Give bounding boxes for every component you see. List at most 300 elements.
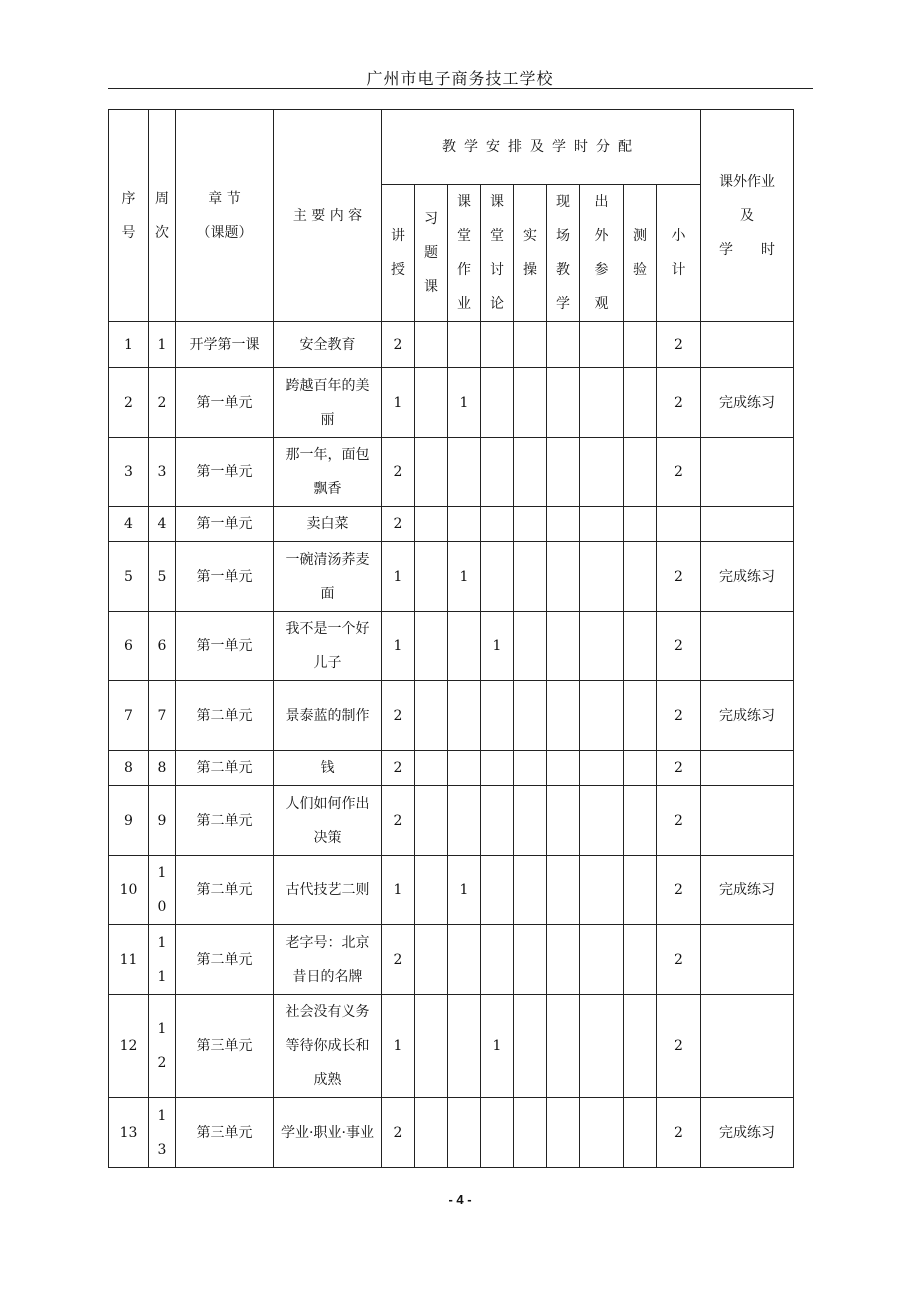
cell-lecture xyxy=(382,1098,415,1168)
cell-exercise xyxy=(415,322,448,368)
cell-content xyxy=(274,542,382,612)
cell-field xyxy=(547,856,580,925)
cell-classwork xyxy=(448,925,481,995)
cell-discussion xyxy=(481,995,514,1098)
cell-chapter-text: 第一单元 xyxy=(196,394,253,411)
cell-subtotal-text: 2 xyxy=(674,951,683,968)
table-row xyxy=(109,786,794,856)
cell-practice xyxy=(514,542,547,612)
cell-homework-text: 完成练习 xyxy=(719,882,775,898)
cell-discussion xyxy=(481,1098,514,1168)
cell-visit xyxy=(580,925,624,995)
cell-seq xyxy=(109,1098,149,1168)
cell-classwork xyxy=(448,322,481,368)
cell-subtotal-text: 2 xyxy=(674,1038,683,1054)
table-row xyxy=(109,681,794,751)
cell-subtotal-text: 2 xyxy=(674,464,683,480)
cell-content xyxy=(274,786,382,856)
cell-homework-text: 完成练习 xyxy=(719,1124,775,1141)
cell-test xyxy=(624,322,657,368)
cell-discussion xyxy=(481,856,514,925)
table-row xyxy=(109,751,794,786)
cell-test xyxy=(624,925,657,995)
header-classwork: 课堂作业 xyxy=(448,185,481,322)
cell-lecture-text: 1 xyxy=(393,638,403,654)
cell-chapter xyxy=(176,612,274,681)
cell-exercise xyxy=(415,856,448,925)
cell-homework xyxy=(701,612,794,681)
header-test: 测验 xyxy=(624,185,657,322)
cell-lecture xyxy=(382,322,415,368)
cell-seq xyxy=(109,925,149,995)
table-row xyxy=(109,368,794,438)
cell-test xyxy=(624,542,657,612)
teaching-schedule-table xyxy=(108,109,794,1168)
header-lecture: 讲授 xyxy=(382,185,415,322)
cell-subtotal-text: 2 xyxy=(674,812,683,829)
cell-seq xyxy=(109,681,149,751)
cell-week xyxy=(149,995,176,1098)
cell-subtotal-text: 2 xyxy=(674,1124,683,1141)
header-arrangement: 教学安排及学时分配 xyxy=(382,110,701,185)
cell-seq-text: 6 xyxy=(124,638,133,654)
cell-homework-text: 完成练习 xyxy=(719,568,775,585)
cell-lecture xyxy=(382,542,415,612)
cell-classwork-text: 1 xyxy=(459,568,469,585)
cell-chapter xyxy=(176,751,274,786)
cell-visit xyxy=(580,322,624,368)
cell-practice xyxy=(514,507,547,542)
cell-seq-text: 11 xyxy=(119,951,138,968)
cell-lecture xyxy=(382,681,415,751)
cell-practice xyxy=(514,856,547,925)
cell-lecture xyxy=(382,438,415,507)
cell-homework-text: 完成练习 xyxy=(719,707,775,724)
cell-chapter xyxy=(176,368,274,438)
cell-exercise xyxy=(415,542,448,612)
cell-visit xyxy=(580,612,624,681)
cell-practice xyxy=(514,322,547,368)
cell-chapter-text: 第一单元 xyxy=(196,464,253,480)
cell-week xyxy=(149,925,176,995)
header-field-teaching: 现场教学 xyxy=(547,185,580,322)
cell-subtotal xyxy=(657,1098,701,1168)
cell-subtotal xyxy=(657,542,701,612)
cell-exercise xyxy=(415,751,448,786)
cell-content xyxy=(274,368,382,438)
cell-content-text: 卖白菜 xyxy=(306,516,349,532)
cell-lecture xyxy=(382,612,415,681)
cell-chapter xyxy=(176,925,274,995)
cell-exercise xyxy=(415,368,448,438)
cell-classwork-text: 1 xyxy=(459,394,469,411)
cell-week xyxy=(149,542,176,612)
cell-practice xyxy=(514,995,547,1098)
cell-exercise xyxy=(415,786,448,856)
table-row xyxy=(109,438,794,507)
cell-classwork xyxy=(448,368,481,438)
cell-exercise xyxy=(415,1098,448,1168)
cell-lecture xyxy=(382,368,415,438)
cell-discussion xyxy=(481,507,514,542)
cell-exercise xyxy=(415,507,448,542)
cell-chapter-text: 第二单元 xyxy=(196,760,253,776)
cell-week xyxy=(149,751,176,786)
cell-week-text: 10 xyxy=(157,865,167,915)
cell-test xyxy=(624,507,657,542)
cell-subtotal-text: 2 xyxy=(674,568,683,585)
cell-test xyxy=(624,438,657,507)
cell-seq xyxy=(109,507,149,542)
cell-chapter xyxy=(176,507,274,542)
cell-test xyxy=(624,856,657,925)
cell-seq xyxy=(109,322,149,368)
cell-lecture-text: 2 xyxy=(393,336,403,353)
cell-visit xyxy=(580,542,624,612)
cell-content xyxy=(274,856,382,925)
cell-chapter xyxy=(176,681,274,751)
header-discussion: 课堂讨论 xyxy=(481,185,514,322)
cell-practice xyxy=(514,751,547,786)
cell-visit xyxy=(580,856,624,925)
cell-week-text: 6 xyxy=(157,638,167,654)
cell-week-text: 3 xyxy=(157,464,167,480)
cell-lecture-text: 2 xyxy=(393,812,403,829)
cell-homework xyxy=(701,856,794,925)
cell-lecture xyxy=(382,507,415,542)
cell-subtotal-text: 2 xyxy=(674,638,683,654)
cell-seq xyxy=(109,786,149,856)
cell-test xyxy=(624,368,657,438)
cell-content xyxy=(274,612,382,681)
cell-field xyxy=(547,1098,580,1168)
cell-seq-text: 7 xyxy=(124,707,133,724)
header-seq: 序号 xyxy=(109,110,149,322)
cell-week xyxy=(149,856,176,925)
cell-lecture-text: 2 xyxy=(393,760,403,776)
cell-week-text: 1 xyxy=(157,336,167,353)
cell-seq-text: 5 xyxy=(124,568,133,585)
cell-seq xyxy=(109,856,149,925)
cell-content-text: 景泰蓝的制作 xyxy=(285,707,370,724)
cell-subtotal xyxy=(657,925,701,995)
cell-field xyxy=(547,438,580,507)
cell-field xyxy=(547,751,580,786)
cell-classwork xyxy=(448,786,481,856)
cell-week xyxy=(149,322,176,368)
school-header: 广州市电子商务技工学校 xyxy=(366,69,554,88)
table-row xyxy=(109,1098,794,1168)
cell-chapter xyxy=(176,786,274,856)
cell-practice xyxy=(514,1098,547,1168)
cell-homework xyxy=(701,995,794,1098)
header-homework xyxy=(701,110,794,322)
cell-content xyxy=(274,925,382,995)
table-row xyxy=(109,995,794,1098)
cell-chapter-text: 第三单元 xyxy=(196,1124,253,1141)
header-rule xyxy=(108,88,813,89)
cell-chapter-text: 第三单元 xyxy=(196,1038,253,1054)
header-content: 主 要 内 容 xyxy=(274,110,382,322)
cell-test xyxy=(624,995,657,1098)
cell-classwork xyxy=(448,856,481,925)
cell-week-text: 13 xyxy=(157,1107,167,1158)
cell-seq-text: 12 xyxy=(119,1038,138,1054)
header-exercise-class: 习题课 xyxy=(415,185,448,322)
cell-discussion xyxy=(481,786,514,856)
cell-content xyxy=(274,751,382,786)
cell-practice xyxy=(514,368,547,438)
cell-homework xyxy=(701,786,794,856)
cell-homework xyxy=(701,438,794,507)
cell-lecture xyxy=(382,995,415,1098)
cell-chapter xyxy=(176,995,274,1098)
cell-seq xyxy=(109,612,149,681)
cell-subtotal-text: 2 xyxy=(674,882,683,898)
header-homework-line1: 课外作业 xyxy=(719,173,775,190)
cell-subtotal xyxy=(657,507,701,542)
cell-homework xyxy=(701,681,794,751)
cell-lecture xyxy=(382,786,415,856)
cell-chapter-text: 第一单元 xyxy=(196,516,253,532)
cell-homework xyxy=(701,1098,794,1168)
cell-chapter xyxy=(176,856,274,925)
cell-week xyxy=(149,681,176,751)
cell-subtotal xyxy=(657,856,701,925)
cell-content xyxy=(274,507,382,542)
cell-field xyxy=(547,368,580,438)
cell-discussion xyxy=(481,542,514,612)
cell-seq-text: 3 xyxy=(124,464,133,480)
cell-exercise xyxy=(415,681,448,751)
cell-test xyxy=(624,1098,657,1168)
cell-subtotal xyxy=(657,438,701,507)
cell-week-text: 8 xyxy=(157,760,167,776)
cell-homework xyxy=(701,322,794,368)
cell-lecture-text: 1 xyxy=(393,882,403,898)
cell-seq xyxy=(109,368,149,438)
table-row xyxy=(109,507,794,542)
cell-subtotal-text: 2 xyxy=(674,760,683,776)
cell-content-text: 老字号：北京昔日的名牌 xyxy=(285,934,370,985)
cell-seq xyxy=(109,542,149,612)
cell-seq-text: 4 xyxy=(124,516,133,532)
cell-subtotal xyxy=(657,681,701,751)
table-row xyxy=(109,612,794,681)
header-subtotal: 小计 xyxy=(657,185,701,322)
cell-exercise xyxy=(415,995,448,1098)
cell-subtotal xyxy=(657,751,701,786)
cell-content xyxy=(274,322,382,368)
cell-test xyxy=(624,681,657,751)
cell-discussion xyxy=(481,322,514,368)
cell-subtotal xyxy=(657,368,701,438)
cell-practice xyxy=(514,612,547,681)
cell-practice xyxy=(514,925,547,995)
cell-lecture-text: 2 xyxy=(393,516,403,532)
table-row xyxy=(109,542,794,612)
cell-homework xyxy=(701,925,794,995)
cell-week-text: 11 xyxy=(157,934,167,985)
cell-lecture-text: 1 xyxy=(393,394,403,411)
cell-subtotal xyxy=(657,612,701,681)
cell-lecture-text: 2 xyxy=(393,951,403,968)
cell-chapter xyxy=(176,542,274,612)
header-practice: 实操 xyxy=(514,185,547,322)
cell-content-text: 学业·职业·事业 xyxy=(281,1124,374,1141)
header-homework-line3: 学 时 xyxy=(719,241,775,258)
cell-visit xyxy=(580,995,624,1098)
cell-chapter-text: 开学第一课 xyxy=(189,336,260,353)
cell-visit xyxy=(580,751,624,786)
cell-week xyxy=(149,786,176,856)
cell-discussion xyxy=(481,438,514,507)
cell-week xyxy=(149,507,176,542)
cell-week-text: 9 xyxy=(157,812,167,829)
cell-practice xyxy=(514,438,547,507)
cell-homework xyxy=(701,368,794,438)
cell-chapter-text: 第二单元 xyxy=(196,707,253,724)
cell-visit xyxy=(580,1098,624,1168)
cell-discussion xyxy=(481,681,514,751)
cell-content-text: 跨越百年的美丽 xyxy=(285,377,370,428)
cell-week-text: 7 xyxy=(157,707,167,724)
cell-content xyxy=(274,681,382,751)
cell-content-text: 人们如何作出决策 xyxy=(285,795,370,846)
cell-content xyxy=(274,995,382,1098)
cell-subtotal-text: 2 xyxy=(674,336,683,353)
table-row xyxy=(109,856,794,925)
cell-visit xyxy=(580,681,624,751)
cell-chapter-text: 第二单元 xyxy=(196,951,253,968)
cell-discussion-text: 1 xyxy=(492,638,502,654)
cell-seq-text: 9 xyxy=(124,812,133,829)
cell-week-text: 5 xyxy=(157,568,167,585)
cell-field xyxy=(547,681,580,751)
cell-practice xyxy=(514,681,547,751)
cell-content xyxy=(274,1098,382,1168)
table-row xyxy=(109,322,794,368)
cell-subtotal-text: 2 xyxy=(674,394,683,411)
cell-field xyxy=(547,507,580,542)
cell-classwork xyxy=(448,438,481,507)
cell-content xyxy=(274,438,382,507)
cell-classwork xyxy=(448,1098,481,1168)
cell-lecture xyxy=(382,856,415,925)
cell-seq xyxy=(109,995,149,1098)
cell-classwork xyxy=(448,995,481,1098)
cell-week xyxy=(149,368,176,438)
cell-seq-text: 13 xyxy=(119,1124,138,1141)
cell-lecture-text: 1 xyxy=(393,1038,403,1054)
cell-seq-text: 8 xyxy=(124,760,133,776)
cell-classwork-text: 1 xyxy=(459,882,469,898)
cell-field xyxy=(547,542,580,612)
page-number: - 4 - xyxy=(448,1192,472,1207)
cell-chapter-text: 第一单元 xyxy=(196,568,253,585)
cell-exercise xyxy=(415,925,448,995)
header-homework-line2: 及 xyxy=(740,207,754,224)
cell-content-text: 社会没有义务等待你成长和成熟 xyxy=(285,1004,370,1088)
cell-classwork xyxy=(448,751,481,786)
cell-week-text: 4 xyxy=(157,516,167,532)
cell-exercise xyxy=(415,438,448,507)
cell-chapter xyxy=(176,1098,274,1168)
header-chapter-top: 章 节 xyxy=(208,190,241,207)
cell-test xyxy=(624,612,657,681)
table-row xyxy=(109,925,794,995)
cell-practice xyxy=(514,786,547,856)
cell-chapter-text: 第一单元 xyxy=(196,638,253,654)
cell-lecture-text: 2 xyxy=(393,707,403,724)
cell-visit xyxy=(580,786,624,856)
cell-seq xyxy=(109,751,149,786)
cell-discussion xyxy=(481,368,514,438)
cell-content-text: 安全教育 xyxy=(299,336,356,353)
cell-homework xyxy=(701,542,794,612)
cell-homework-text: 完成练习 xyxy=(719,394,775,411)
cell-subtotal xyxy=(657,322,701,368)
cell-exercise xyxy=(415,612,448,681)
cell-seq xyxy=(109,438,149,507)
cell-field xyxy=(547,322,580,368)
cell-field xyxy=(547,925,580,995)
cell-chapter xyxy=(176,438,274,507)
cell-chapter xyxy=(176,322,274,368)
cell-field xyxy=(547,995,580,1098)
cell-test xyxy=(624,786,657,856)
cell-classwork xyxy=(448,507,481,542)
cell-week xyxy=(149,612,176,681)
header-chapter-bottom: （课题） xyxy=(196,224,253,241)
cell-visit xyxy=(580,507,624,542)
cell-discussion-text: 1 xyxy=(492,1038,502,1054)
cell-classwork xyxy=(448,681,481,751)
cell-week xyxy=(149,1098,176,1168)
cell-field xyxy=(547,612,580,681)
cell-subtotal xyxy=(657,995,701,1098)
cell-content-text: 一碗清汤荞麦面 xyxy=(285,551,370,602)
cell-test xyxy=(624,751,657,786)
cell-chapter-text: 第二单元 xyxy=(196,812,253,829)
header-chapter xyxy=(176,110,274,322)
cell-week-text: 12 xyxy=(157,1021,167,1071)
cell-visit xyxy=(580,368,624,438)
cell-seq-text: 2 xyxy=(124,394,133,411)
header-week: 周次 xyxy=(149,110,176,322)
cell-lecture-text: 2 xyxy=(393,464,403,480)
cell-homework xyxy=(701,751,794,786)
cell-lecture-text: 1 xyxy=(393,568,403,585)
cell-classwork xyxy=(448,612,481,681)
header-visit: 出外参观 xyxy=(580,185,624,322)
cell-subtotal xyxy=(657,786,701,856)
cell-classwork xyxy=(448,542,481,612)
cell-content-text: 我不是一个好儿子 xyxy=(285,621,370,671)
cell-week xyxy=(149,438,176,507)
cell-discussion xyxy=(481,612,514,681)
cell-content-text: 钱 xyxy=(320,760,335,776)
cell-homework xyxy=(701,507,794,542)
cell-week-text: 2 xyxy=(157,394,167,411)
cell-content-text: 古代技艺二则 xyxy=(285,882,370,898)
cell-lecture xyxy=(382,925,415,995)
cell-subtotal-text: 2 xyxy=(674,707,683,724)
cell-lecture-text: 2 xyxy=(393,1124,403,1141)
cell-discussion xyxy=(481,751,514,786)
cell-content-text: 那一年，面包飘香 xyxy=(285,447,370,497)
cell-visit xyxy=(580,438,624,507)
